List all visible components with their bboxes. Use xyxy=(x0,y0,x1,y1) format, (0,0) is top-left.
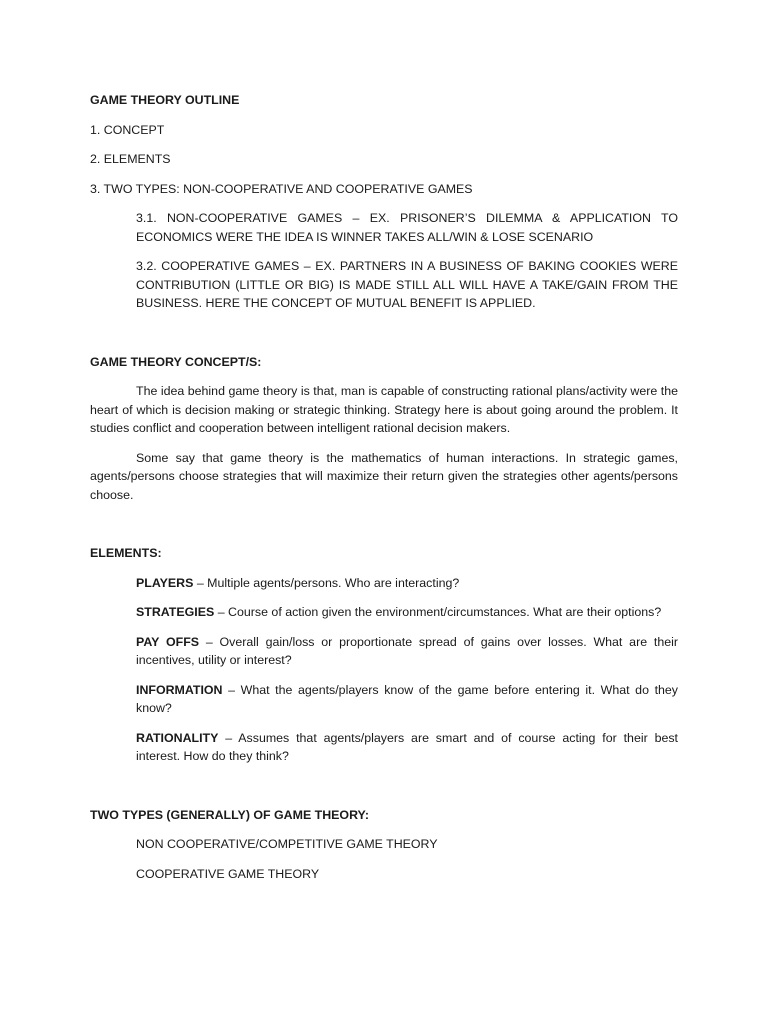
element-strategies xyxy=(136,603,678,622)
element-description: – Course of action given the environment/circumstances. What are their options? xyxy=(214,605,662,619)
element-rationality xyxy=(136,729,678,766)
concept-paragraph-1: The idea behind game theory is that, man is capable of constructing rational plans/activity were the heart of which is decision making or strategic thinking. Strategy here is about going around the problem. It studies conflict and cooperation between intelligent rational decision makers. xyxy=(90,384,678,435)
element-term: STRATEGIES xyxy=(136,605,215,619)
outline-item-3: 3. TWO TYPES: NON-COOPERATIVE AND COOPERATIVE GAMES xyxy=(90,181,473,196)
element-pay-offs xyxy=(136,633,678,670)
element-players xyxy=(136,574,678,593)
element-description: – Overall gain/loss or proportionate spread of gains over losses. What are their incentives, utility or interest? xyxy=(136,634,678,667)
type-cooperative: COOPERATIVE GAME THEORY xyxy=(136,866,320,881)
element-term: PAY OFFS xyxy=(136,634,200,649)
type-non-cooperative: NON COOPERATIVE/COMPETITIVE GAME THEORY xyxy=(136,837,438,851)
element-term: RATIONALITY xyxy=(136,730,219,745)
outline-subitem-3-1: 3.1. NON-COOPERATIVE GAMES – EX. PRISONER’S DILEMMA & APPLICATION TO ECONOMICS WERE THE IDEA IS WINNER TAKES ALL/WIN & LOSE SCENARIO xyxy=(136,211,678,244)
outline-item-1: 1. CONCEPT xyxy=(90,122,165,137)
element-term: PLAYERS xyxy=(136,575,194,590)
elements-heading: ELEMENTS: xyxy=(90,546,162,560)
element-description: – What the agents/players know of the game before entering it. What do they know? xyxy=(136,682,678,715)
outline-subitem-3-2: 3.2. COOPERATIVE GAMES – EX. PARTNERS IN A BUSINESS OF BAKING COOKIES WERE CONTRIBUTION (LITTLE OR BIG) IS MADE STILL ALL WILL HAVE A TAKE/GAIN FROM THE BUSINESS. HERE THE CONCEPT OF MUTUAL BENEFIT IS APPLIED. xyxy=(136,259,678,310)
element-term: INFORMATION xyxy=(136,682,223,697)
outline-title: GAME THEORY OUTLINE xyxy=(90,93,240,107)
outline-item-2: 2. ELEMENTS xyxy=(90,152,171,166)
element-description: – Multiple agents/persons. Who are interacting? xyxy=(193,575,460,590)
types-heading: TWO TYPES (GENERALLY) OF GAME THEORY: xyxy=(90,807,370,822)
concept-heading: GAME THEORY CONCEPT/S: xyxy=(90,354,262,369)
element-description: – Assumes that agents/players are smart and of course acting for their best interest. How do they think? xyxy=(136,730,678,763)
concept-paragraph-2: Some say that game theory is the mathematics of human interactions. In strategic games, agents/persons choose strategies that will maximize their return given the strategies other agents/persons choose. xyxy=(90,450,678,502)
document-page xyxy=(90,91,678,883)
element-information xyxy=(136,681,678,718)
